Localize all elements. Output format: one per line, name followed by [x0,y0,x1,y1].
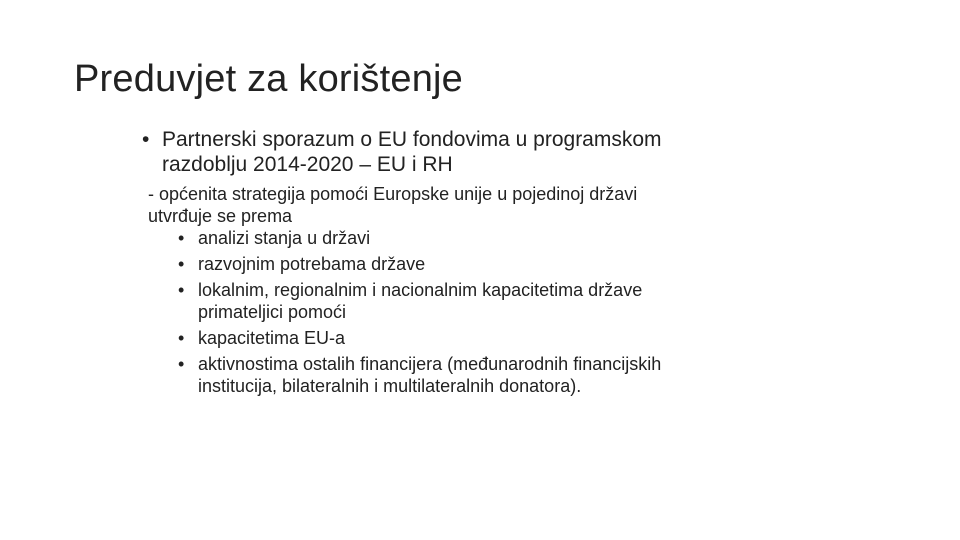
slide-body [142,127,848,401]
strategy-note-line-1: - općenita strategija pomoći Europske unije u pojedinoj državi [148,184,638,204]
criteria-list [148,227,848,397]
list-item-line-1: aktivnostima ostalih financijera (međunarodnih financijskih [198,354,662,374]
list-item-line-1: analizi stanja u državi [198,228,371,248]
list-item [178,253,848,275]
list-item-line-2: primateljici pomoći [198,302,347,322]
slide-title: Preduvjet za korištenje [74,58,464,100]
list-item [178,353,848,397]
bullet-icon: • [142,128,150,151]
bullet-icon: • [178,254,185,274]
main-bullet-line-2: razdoblju 2014-2020 – EU i RH [162,153,453,176]
list-item [178,279,848,323]
strategy-note [148,183,848,227]
list-item-line-1: razvojnim potrebama države [198,254,426,274]
list-item-line-2: institucija, bilateralnih i multilateralnih donatora). [198,376,582,396]
bullet-icon: • [178,228,185,248]
strategy-note-line-2: utvrđuje se prema [148,206,293,226]
bullet-icon: • [178,280,185,300]
bullet-icon: • [178,354,185,374]
list-item-line-1: kapacitetima EU-a [198,328,346,348]
main-bullet-line-1: Partnerski sporazum o EU fondovima u programskom [162,128,662,151]
list-item [178,227,848,249]
bullet-icon: • [178,328,185,348]
list-item [178,327,848,349]
list-item-line-1: lokalnim, regionalnim i nacionalnim kapacitetima države [198,280,643,300]
main-bullet [142,127,848,177]
